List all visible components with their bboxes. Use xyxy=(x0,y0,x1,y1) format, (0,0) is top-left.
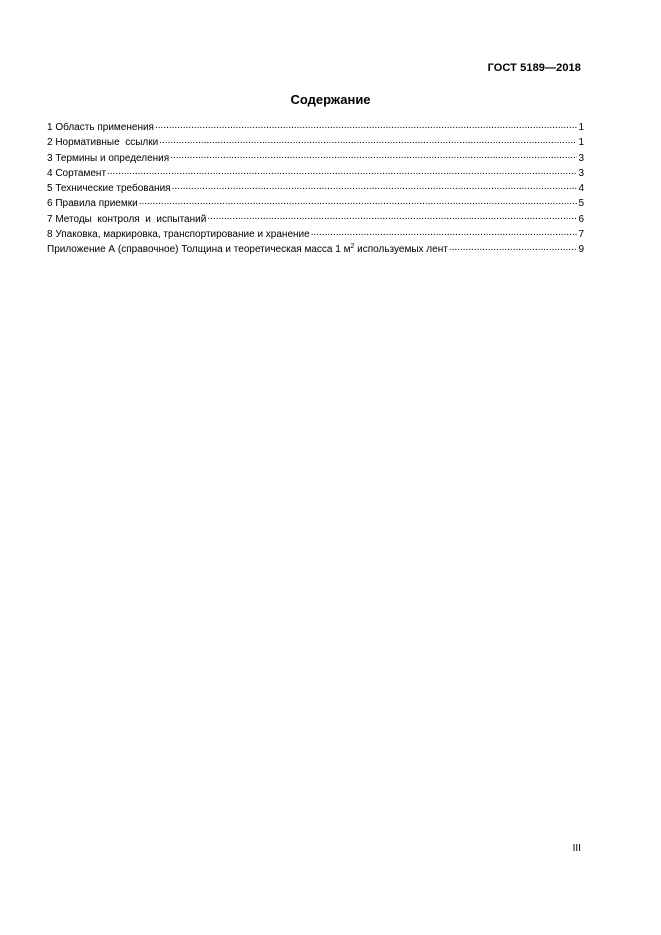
toc-leader-dots xyxy=(449,242,578,252)
toc-leader-dots xyxy=(139,196,578,206)
toc-entry-page: 7 xyxy=(578,229,584,241)
toc-entry-page: 4 xyxy=(578,183,584,195)
table-of-contents xyxy=(47,120,584,258)
toc-entry-label: 6 Правила приемки xyxy=(47,198,138,210)
toc-leader-dots xyxy=(172,181,578,191)
toc-entry-label xyxy=(47,242,448,257)
toc-leader-dots xyxy=(159,135,577,145)
toc-entry-label-superscript: 2 xyxy=(350,243,355,251)
toc-entry-page: 1 xyxy=(578,122,584,133)
toc-entry-terms[interactable] xyxy=(47,151,584,166)
toc-entry-label: 1 Область применения xyxy=(47,122,154,133)
toc-entry-test-methods[interactable] xyxy=(47,212,584,227)
toc-entry-page: 9 xyxy=(578,244,584,256)
toc-entry-appendix-a[interactable] xyxy=(47,242,584,257)
toc-entry-page: 5 xyxy=(578,198,584,210)
toc-entry-label: 4 Сортамент xyxy=(47,167,107,179)
toc-entry-assortment[interactable] xyxy=(47,166,584,181)
toc-entry-label-before: Приложение А (справочное) Толщина и теоретическая масса 1 м xyxy=(47,244,351,256)
toc-entry-label: 7 Методы контроля и испытаний xyxy=(47,213,207,225)
toc-entry-page: 1 xyxy=(578,137,584,149)
toc-entry-label: 2 Нормативные ссылки xyxy=(47,137,159,149)
toc-entry-page: 3 xyxy=(578,167,584,179)
toc-leader-dots xyxy=(207,212,577,222)
toc-leader-dots xyxy=(311,227,578,237)
toc-entry-page: 6 xyxy=(578,213,584,225)
toc-entry-acceptance-rules[interactable] xyxy=(47,196,584,211)
toc-entry-technical-requirements[interactable] xyxy=(47,181,584,196)
toc-entry-label-after: используемых лент xyxy=(354,244,448,256)
document-code-header: ГОСТ 5189—2018 xyxy=(487,62,581,74)
toc-entry-page: 3 xyxy=(578,152,584,164)
toc-leader-dots xyxy=(170,151,577,161)
toc-entry-label: 3 Термины и определения xyxy=(47,152,170,164)
toc-entry-scope[interactable] xyxy=(47,120,584,135)
toc-leader-dots xyxy=(107,166,577,176)
toc-title: Содержание xyxy=(290,92,371,107)
toc-entry-normative-references[interactable] xyxy=(47,135,584,150)
toc-entry-packaging[interactable] xyxy=(47,227,584,242)
toc-entry-label: 5 Технические требования xyxy=(47,183,171,195)
toc-entry-label: 8 Упаковка, маркировка, транспортирование и хранение xyxy=(47,229,310,241)
toc-leader-dots xyxy=(155,120,577,130)
page-number: III xyxy=(572,843,581,854)
